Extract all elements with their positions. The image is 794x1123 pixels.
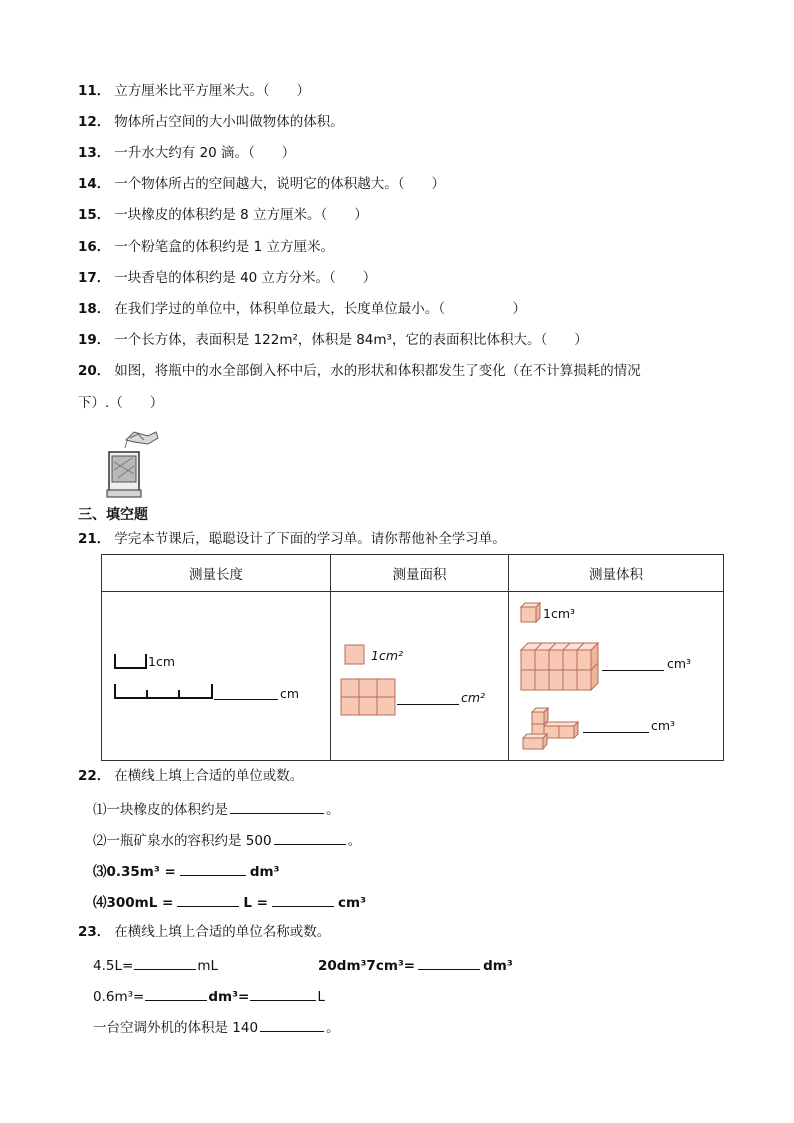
- item-suffix: cm³: [338, 895, 366, 911]
- question-text: 学完本节课后，聪聪设计了下面的学习单。请你帮他补全学习单。: [114, 531, 506, 547]
- question-number: 21．: [78, 531, 111, 547]
- question-number: 20．: [78, 363, 111, 379]
- item-suffix: 。: [326, 802, 340, 818]
- question-15: [78, 206, 368, 224]
- bottle-cup-illustration: [104, 428, 162, 500]
- question-11: [78, 82, 310, 100]
- length-answer-unit: cm: [280, 686, 300, 701]
- question-text: 一个物体所占的空间越大，说明它的体积越大。（ ）: [114, 176, 446, 192]
- item-prefix: ⑴一块橡皮的体积约是: [93, 802, 228, 818]
- question-20: [78, 362, 641, 380]
- item-suffix: 。: [326, 1020, 340, 1036]
- q22-item-2: [93, 830, 361, 850]
- volume-answer-blank-1[interactable]: [602, 656, 664, 671]
- question-text: 在横线上填上合适的单位或数。: [114, 768, 304, 784]
- item-mid: dm³=: [208, 989, 250, 1005]
- answer-blank[interactable]: [418, 955, 480, 970]
- question-text: 一块橡皮的体积约是 8 立方厘米。（ ）: [114, 207, 368, 223]
- question-18: [78, 300, 526, 318]
- length-answer-blank[interactable]: [214, 685, 278, 700]
- question-text: 在横线上填上合适的单位名称或数。: [114, 924, 331, 940]
- item-prefix: ⑵一瓶矿泉水的容积约是 500: [93, 833, 272, 849]
- question-22: [78, 767, 303, 785]
- answer-blank[interactable]: [134, 955, 196, 970]
- item-prefix: ⑶0.35m³ =: [93, 864, 176, 880]
- question-text: 一个长方体，表面积是 122m²，体积是 84m³，它的表面积比体积大。（ ）: [114, 332, 588, 348]
- header-area: 测量面积: [331, 555, 509, 592]
- question-text: 一块香皂的体积约是 40 立方分米。（ ）: [114, 270, 377, 286]
- area-unit-label: 1cm²: [371, 648, 404, 663]
- question-20-continued: 下）.（ ）: [78, 395, 164, 411]
- q22-item-1: [93, 799, 340, 819]
- question-number: 13．: [78, 145, 111, 161]
- volume-answer-unit-2: cm³: [651, 718, 676, 733]
- question-number: 15．: [78, 207, 111, 223]
- question-16: [78, 238, 334, 256]
- cuboid-blocks-icon: [520, 642, 600, 692]
- question-number: 19．: [78, 332, 111, 348]
- area-answer-blank[interactable]: [397, 690, 459, 705]
- item-suffix: 。: [347, 833, 362, 849]
- question-number: 11．: [78, 83, 111, 99]
- question-14: [78, 175, 445, 193]
- question-12: [78, 113, 344, 131]
- item-prefix: 20dm³7cm³=: [318, 958, 416, 974]
- item-prefix: 0.6m³=: [93, 989, 145, 1005]
- item-suffix: mL: [197, 958, 218, 974]
- unit-length-ruler-icon: [114, 652, 148, 670]
- q22-item-3: [93, 861, 279, 881]
- question-number: 14．: [78, 176, 111, 192]
- question-19: [78, 331, 588, 349]
- length-unit-label: 1cm: [148, 654, 176, 669]
- item-suffix: dm³: [249, 864, 280, 880]
- q22-item-4: [93, 892, 366, 912]
- q23-item-3: [93, 986, 325, 1006]
- question-number: 22．: [78, 768, 111, 784]
- volume-answer-blank-2[interactable]: [583, 718, 649, 733]
- question-number: 23．: [78, 924, 111, 940]
- length-cell: [102, 592, 331, 761]
- item-mid: L =: [243, 895, 268, 911]
- item-prefix: ⑷300mL =: [93, 895, 174, 911]
- answer-blank[interactable]: [272, 892, 334, 907]
- area-grid-icon: [340, 678, 396, 718]
- volume-answer-unit-1: cm³: [667, 656, 692, 671]
- answer-blank[interactable]: [260, 1017, 324, 1032]
- cup-icon: [107, 452, 141, 497]
- item-suffix: dm³: [483, 958, 513, 974]
- volume-unit-label: 1cm³: [543, 606, 576, 621]
- q23-item-2: [318, 955, 513, 975]
- question-number: 17．: [78, 270, 111, 286]
- stacked-blocks-icon: [522, 706, 582, 750]
- answer-blank[interactable]: [180, 861, 246, 876]
- area-cell: [331, 592, 509, 761]
- question-text: 物体所占空间的大小叫做物体的体积。: [114, 114, 344, 130]
- question-text: 一升水大约有 20 滴。（ ）: [114, 145, 296, 161]
- answer-blank[interactable]: [177, 892, 239, 907]
- question-21: [78, 530, 506, 548]
- item-prefix: 4.5L=: [93, 958, 134, 974]
- question-text: 立方厘米比平方厘米大。（ ）: [114, 83, 311, 99]
- q23-item-4: [93, 1017, 340, 1037]
- area-answer-unit: cm²: [461, 690, 486, 705]
- unit-square-icon: [344, 644, 366, 666]
- unit-cube-icon: [520, 602, 542, 624]
- question-17: [78, 269, 376, 287]
- pouring-bottle-icon: [125, 432, 158, 448]
- answer-blank[interactable]: [230, 799, 324, 814]
- question-text: 在我们学过的单位中，体积单位最大，长度单位最小。（ ）: [114, 301, 527, 317]
- section-heading: 三、填空题: [78, 507, 148, 523]
- question-number: 18．: [78, 301, 111, 317]
- item-prefix: 一台空调外机的体积是 140: [93, 1020, 259, 1036]
- header-volume: 测量体积: [509, 555, 724, 592]
- question-text: 如图，将瓶中的水全部倒入杯中后，水的形状和体积都发生了变化（在不计算损耗的情况: [114, 363, 641, 379]
- question-number: 12．: [78, 114, 111, 130]
- answer-blank[interactable]: [274, 830, 346, 845]
- volume-cell: [509, 592, 724, 761]
- answer-blank[interactable]: [145, 986, 207, 1001]
- question-13: [78, 144, 295, 162]
- length-ruler-icon: [114, 682, 214, 700]
- answer-blank[interactable]: [250, 986, 316, 1001]
- item-suffix: L: [317, 989, 325, 1005]
- question-23: [78, 923, 330, 941]
- q23-item-1: [93, 955, 218, 975]
- question-text: 一个粉笔盒的体积约是 1 立方厘米。: [114, 239, 334, 255]
- study-sheet-table: [101, 554, 724, 761]
- header-length: 测量长度: [102, 555, 331, 592]
- question-number: 16．: [78, 239, 111, 255]
